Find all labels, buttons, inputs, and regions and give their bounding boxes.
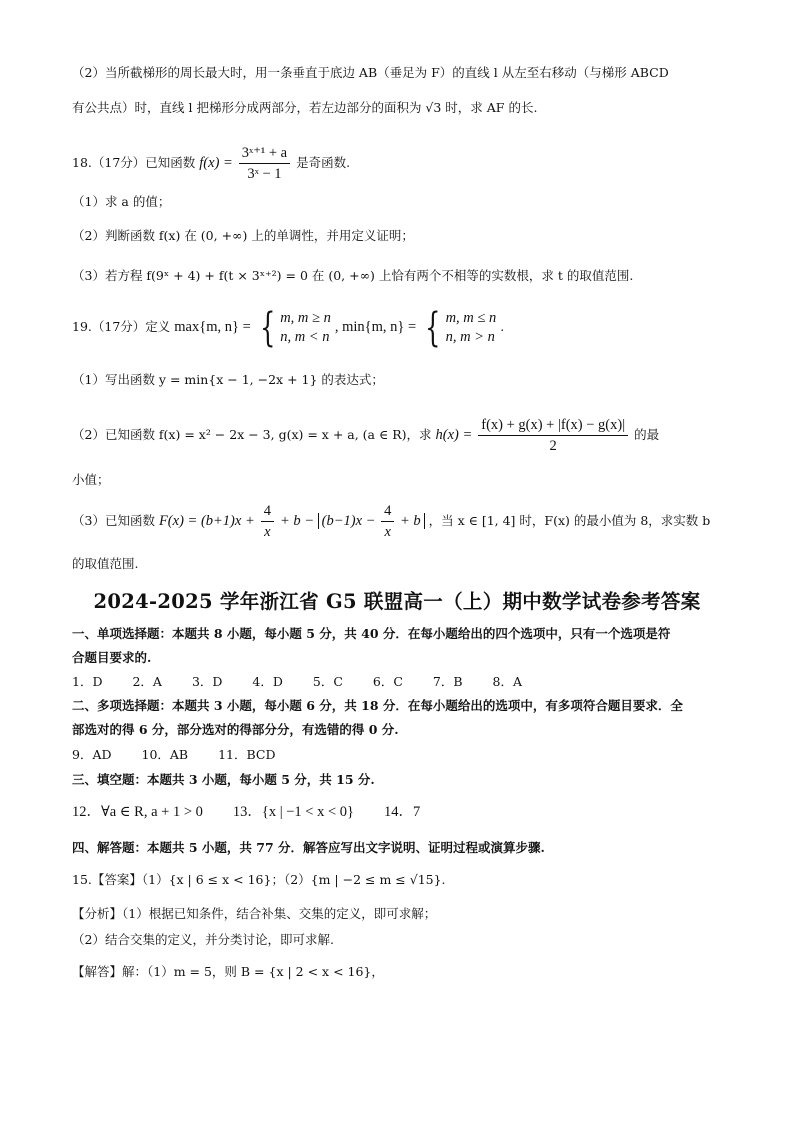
answer-item: 5．C	[312, 674, 343, 689]
section2-heading: 二、多项选择题：本题共 3 小题，每小题 6 分，共 18 分．在每小题给出的选项中，有多项符合题目要求．全	[72, 698, 683, 713]
problem19-part1: （1）写出函数 y = min{x − 1, −2x + 1} 的表达式；	[72, 372, 384, 387]
problem19-part2	[72, 414, 734, 456]
q15-answer: 15.【答案】（1）{x | 6 ≤ x < 16}；（2）{m | −2 ≤ m ≤ √15}.	[72, 872, 446, 887]
problem18-head: 18.（17分）已知函数	[72, 155, 196, 170]
section1-heading-cont: 合题目要求的.	[72, 650, 152, 665]
fraction-numerator: f(x) + g(x) + |f(x) − g(x)|	[478, 415, 628, 436]
problem19-part3	[72, 500, 734, 542]
min-case-2: n, m > n	[445, 328, 495, 345]
fill-answer-14: 14．7	[383, 804, 421, 820]
left-brace-icon: {	[259, 304, 276, 351]
min-label: , min{m, n} =	[334, 319, 417, 335]
min-case-1: m, m ≤ n	[445, 309, 497, 326]
problem18-statement	[72, 142, 734, 184]
multi-answers	[72, 745, 734, 765]
problem19-head: 19.（17分）定义	[72, 319, 171, 334]
left-brace-icon: {	[425, 304, 441, 351]
section4-heading: 四、解答题：本题共 5 小题，共 77 分．解答应写出文字说明、证明过程或演算步骤.	[72, 840, 545, 855]
answer-item: 2．A	[132, 674, 162, 689]
fill-answer-12: 12．∀a ∈ R, a + 1 > 0	[72, 804, 203, 820]
problem19-definition	[72, 304, 734, 351]
answer-item: 1．D	[72, 674, 103, 689]
problem18-part1: （1）求 a 的值；	[72, 194, 171, 209]
problem19-part3-a: （3）已知函数	[72, 513, 155, 528]
function-F-expression: F(x) = (b+1)x +	[158, 513, 255, 529]
function-f-label: f(x) =	[199, 155, 233, 171]
four-over-x-fraction: $\frac{4}{x}$	[261, 501, 274, 542]
answer-item: 10．AB	[141, 747, 189, 762]
mc-answers	[72, 672, 734, 692]
problem18-part3: （3）若方程 f(9ˣ + 4) + f(t × 3ˣ⁺²) = 0 在 (0, +∞) 上恰有两个不相等的实数根，求 t 的取值范围.	[72, 268, 634, 283]
problem17-part2-line2: 有公共点）时，直线 l 把梯形分成两部分，若左边部分的面积为 √3 时，求 AF 的长.	[72, 100, 538, 115]
answer-item: 9．AD	[72, 747, 112, 762]
problem19-part2-c: 小值；	[72, 472, 110, 487]
max-cases	[255, 304, 331, 351]
function-F-expression-b: + b − (b−1)x − $\frac{4}{x}$ + b	[280, 513, 425, 529]
answer-key-title: 2024-2025 学年浙江省 G5 联盟高一（上）期中数学试卷参考答案	[93, 590, 701, 613]
q15-solution: 【解答】解：（1）m = 5，则 B = {x | 2 < x < 16}，	[72, 964, 384, 979]
answer-item: 11．BCD	[218, 747, 276, 762]
answer-item: 6．C	[372, 674, 403, 689]
section2-heading-cont: 部选对的得 6 分，部分选对的得部分分，有选错的得 0 分.	[72, 722, 399, 737]
min-cases	[420, 304, 497, 351]
answer-item: 4．D	[252, 674, 283, 689]
definition-period: .	[500, 319, 505, 334]
problem19-part2-b: 的最	[634, 427, 660, 442]
fraction-denominator: 2	[549, 438, 557, 454]
fill-answers	[72, 802, 734, 822]
function-h-label: h(x) =	[435, 427, 473, 443]
q15-analysis-2: （2）结合交集的定义，并分类讨论，即可求解.	[72, 932, 334, 947]
section3-heading: 三、填空题：本题共 3 小题，每小题 5 分，共 15 分.	[72, 772, 375, 787]
fraction-numerator: 3ˣ⁺¹ + a	[239, 143, 290, 164]
problem19-part2-fraction	[478, 415, 628, 456]
answer-item: 8．A	[492, 674, 523, 689]
max-label: max{m, n} =	[174, 319, 251, 335]
problem19-part3-b: ，当 x ∈ [1, 4] 时，F(x) 的最小值为 8，求实数 b	[428, 513, 711, 528]
max-case-2: n, m < n	[280, 328, 330, 345]
problem18-tail: 是奇函数.	[296, 155, 351, 170]
max-case-1: m, m ≥ n	[280, 309, 331, 326]
section1-heading: 一、单项选择题：本题共 8 小题，每小题 5 分，共 40 分．在每小题给出的四个选项中，只有一个选项是符	[72, 626, 671, 641]
problem18-part2: （2）判断函数 f(x) 在 (0, +∞) 上的单调性，并用定义证明；	[72, 228, 414, 243]
problem17-part2-line1: （2）当所截梯形的周长最大时，用一条垂直于底边 AB（垂足为 F）的直线 l 从左至右移动（与梯形 ABCD	[72, 65, 669, 80]
q15-analysis-1: 【分析】（1）根据已知条件，结合补集、交集的定义，即可求解；	[72, 906, 437, 921]
answer-item: 3．D	[191, 674, 223, 689]
fraction-denominator: 3ˣ − 1	[247, 166, 282, 182]
answer-item: 7．B	[432, 674, 463, 689]
problem19-part2-a: （2）已知函数 f(x) = x² − 2x − 3, g(x) = x + a, (a ∈ R)，求	[72, 427, 432, 442]
problem18-fraction	[239, 143, 290, 184]
fill-answer-13: 13．{x | −1 < x < 0}	[232, 804, 354, 820]
problem19-part3-c: 的取值范围.	[72, 556, 139, 571]
